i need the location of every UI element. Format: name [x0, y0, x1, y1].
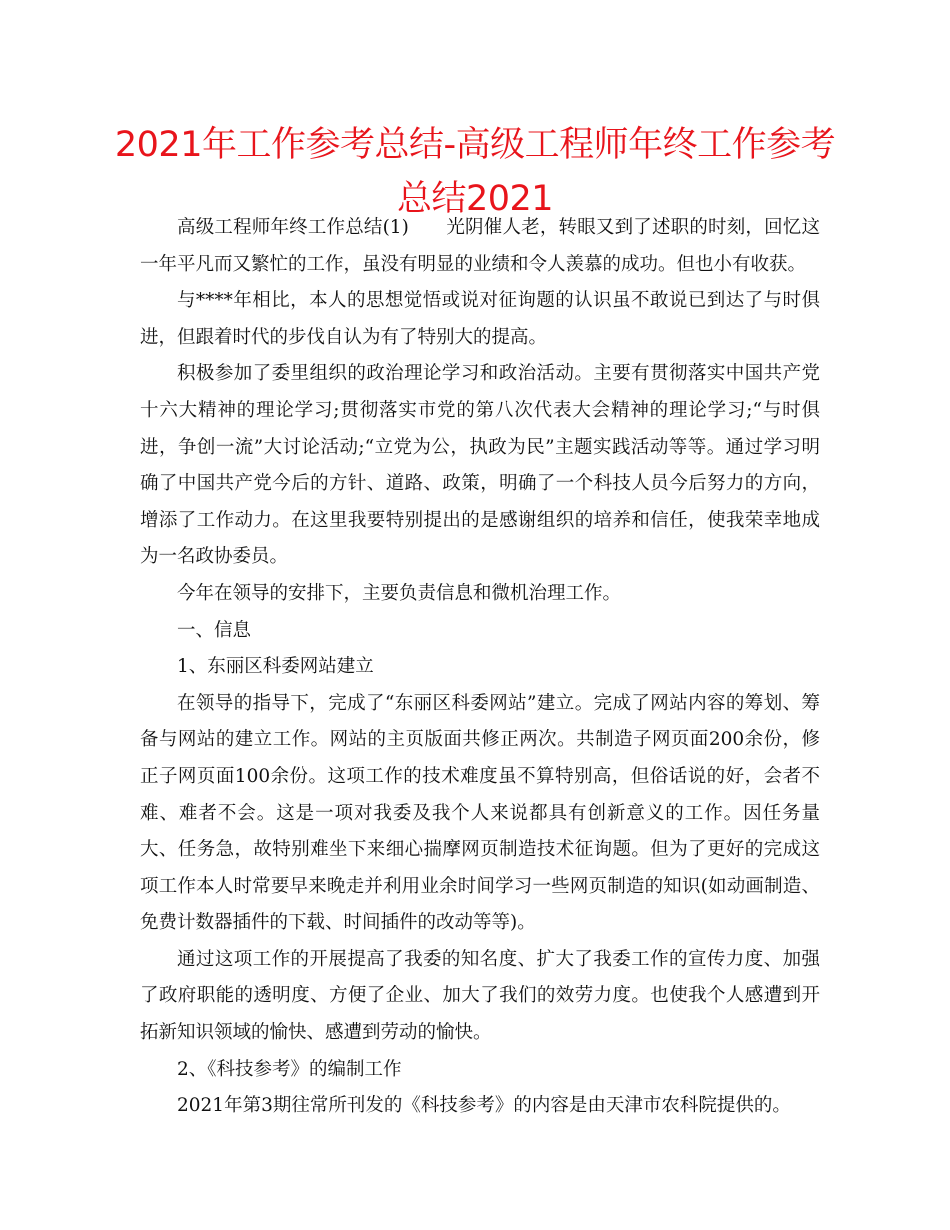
section-heading-info: 一、信息	[177, 619, 252, 641]
paragraph-tech-reference: 2021年第3期往常所刊发的《科技参考》的内容是由天津市农科院提供的。	[177, 1095, 791, 1117]
subheading-tech-reference: 2、《科技参考》的编制工作	[177, 1058, 402, 1080]
title-line-2: 总结2021	[396, 179, 554, 219]
document-body	[140, 210, 820, 1125]
paragraph-website-effect: 通过这项工作的开展提高了我委的知名度、扩大了我委工作的宣传力度、加强了政府职能的透明度、方便了企业、加大了我们的效劳力度。也使我个人感遭到开拓新知识领域的愉快、感遭到劳动的愉快。	[140, 948, 820, 1044]
paragraph-political-study: 积极参加了委里组织的政治理论学习和政治活动。主要有贯彻落实中国共产党十六大精神的理论学习;贯彻落实市党的第八次代表大会精神的理论学习;“与时俱进，争创一流”大讨论活动;“立党为公，执政为民”主题实践活动等等。通过学习明确了中国共产党今后的方针、道路、政策，明确了一个科技人员今后努力的方向，增添了工作动力。在这里我要特别提出的是感谢组织的培养和信任，使我荣幸地成为一名政协委员。	[140, 363, 820, 568]
title-line-1: 2021年工作参考总结-高级工程师年终工作参考	[114, 125, 836, 165]
paragraph-responsibility: 今年在领导的安排下，主要负责信息和微机治理工作。	[177, 582, 622, 604]
subheading-website: 1、东丽区科委网站建立	[177, 656, 374, 678]
paragraph-thought: 与****年相比，本人的思想觉悟或说对征询题的认识虽不敢说已到达了与时俱进，但跟着时代的步伐自认为有了特别大的提高。	[140, 290, 820, 348]
paragraph-website-work: 在领导的指导下，完成了“东丽区科委网站”建立。完成了网站内容的筹划、筹备与网站的建立工作。网站的主页版面共修正两次。共制造子网页面200余份，修正子网页面100余份。这项工作的技术难度虽不算特别高，但俗话说的好，会者不难、难者不会。这是一项对我委及我个人来说都具有创新意义的工作。因任务量大、任务急，故特别难坐下来细心揣摩网页制造技术征询题。但为了更好的完成这项工作本人时常要早来晚走并利用业余时间学习一些网页制造的知识(如动画制造、免费计数器插件的下载、时间插件的改动等等)。	[140, 692, 820, 934]
paragraph-intro: 高级工程师年终工作总结(1) 光阴催人老，转眼又到了述职的时刻，回忆这一年平凡而又繁忙的工作，虽没有明显的业绩和令人羡慕的成功。但也小有收获。	[140, 217, 820, 275]
